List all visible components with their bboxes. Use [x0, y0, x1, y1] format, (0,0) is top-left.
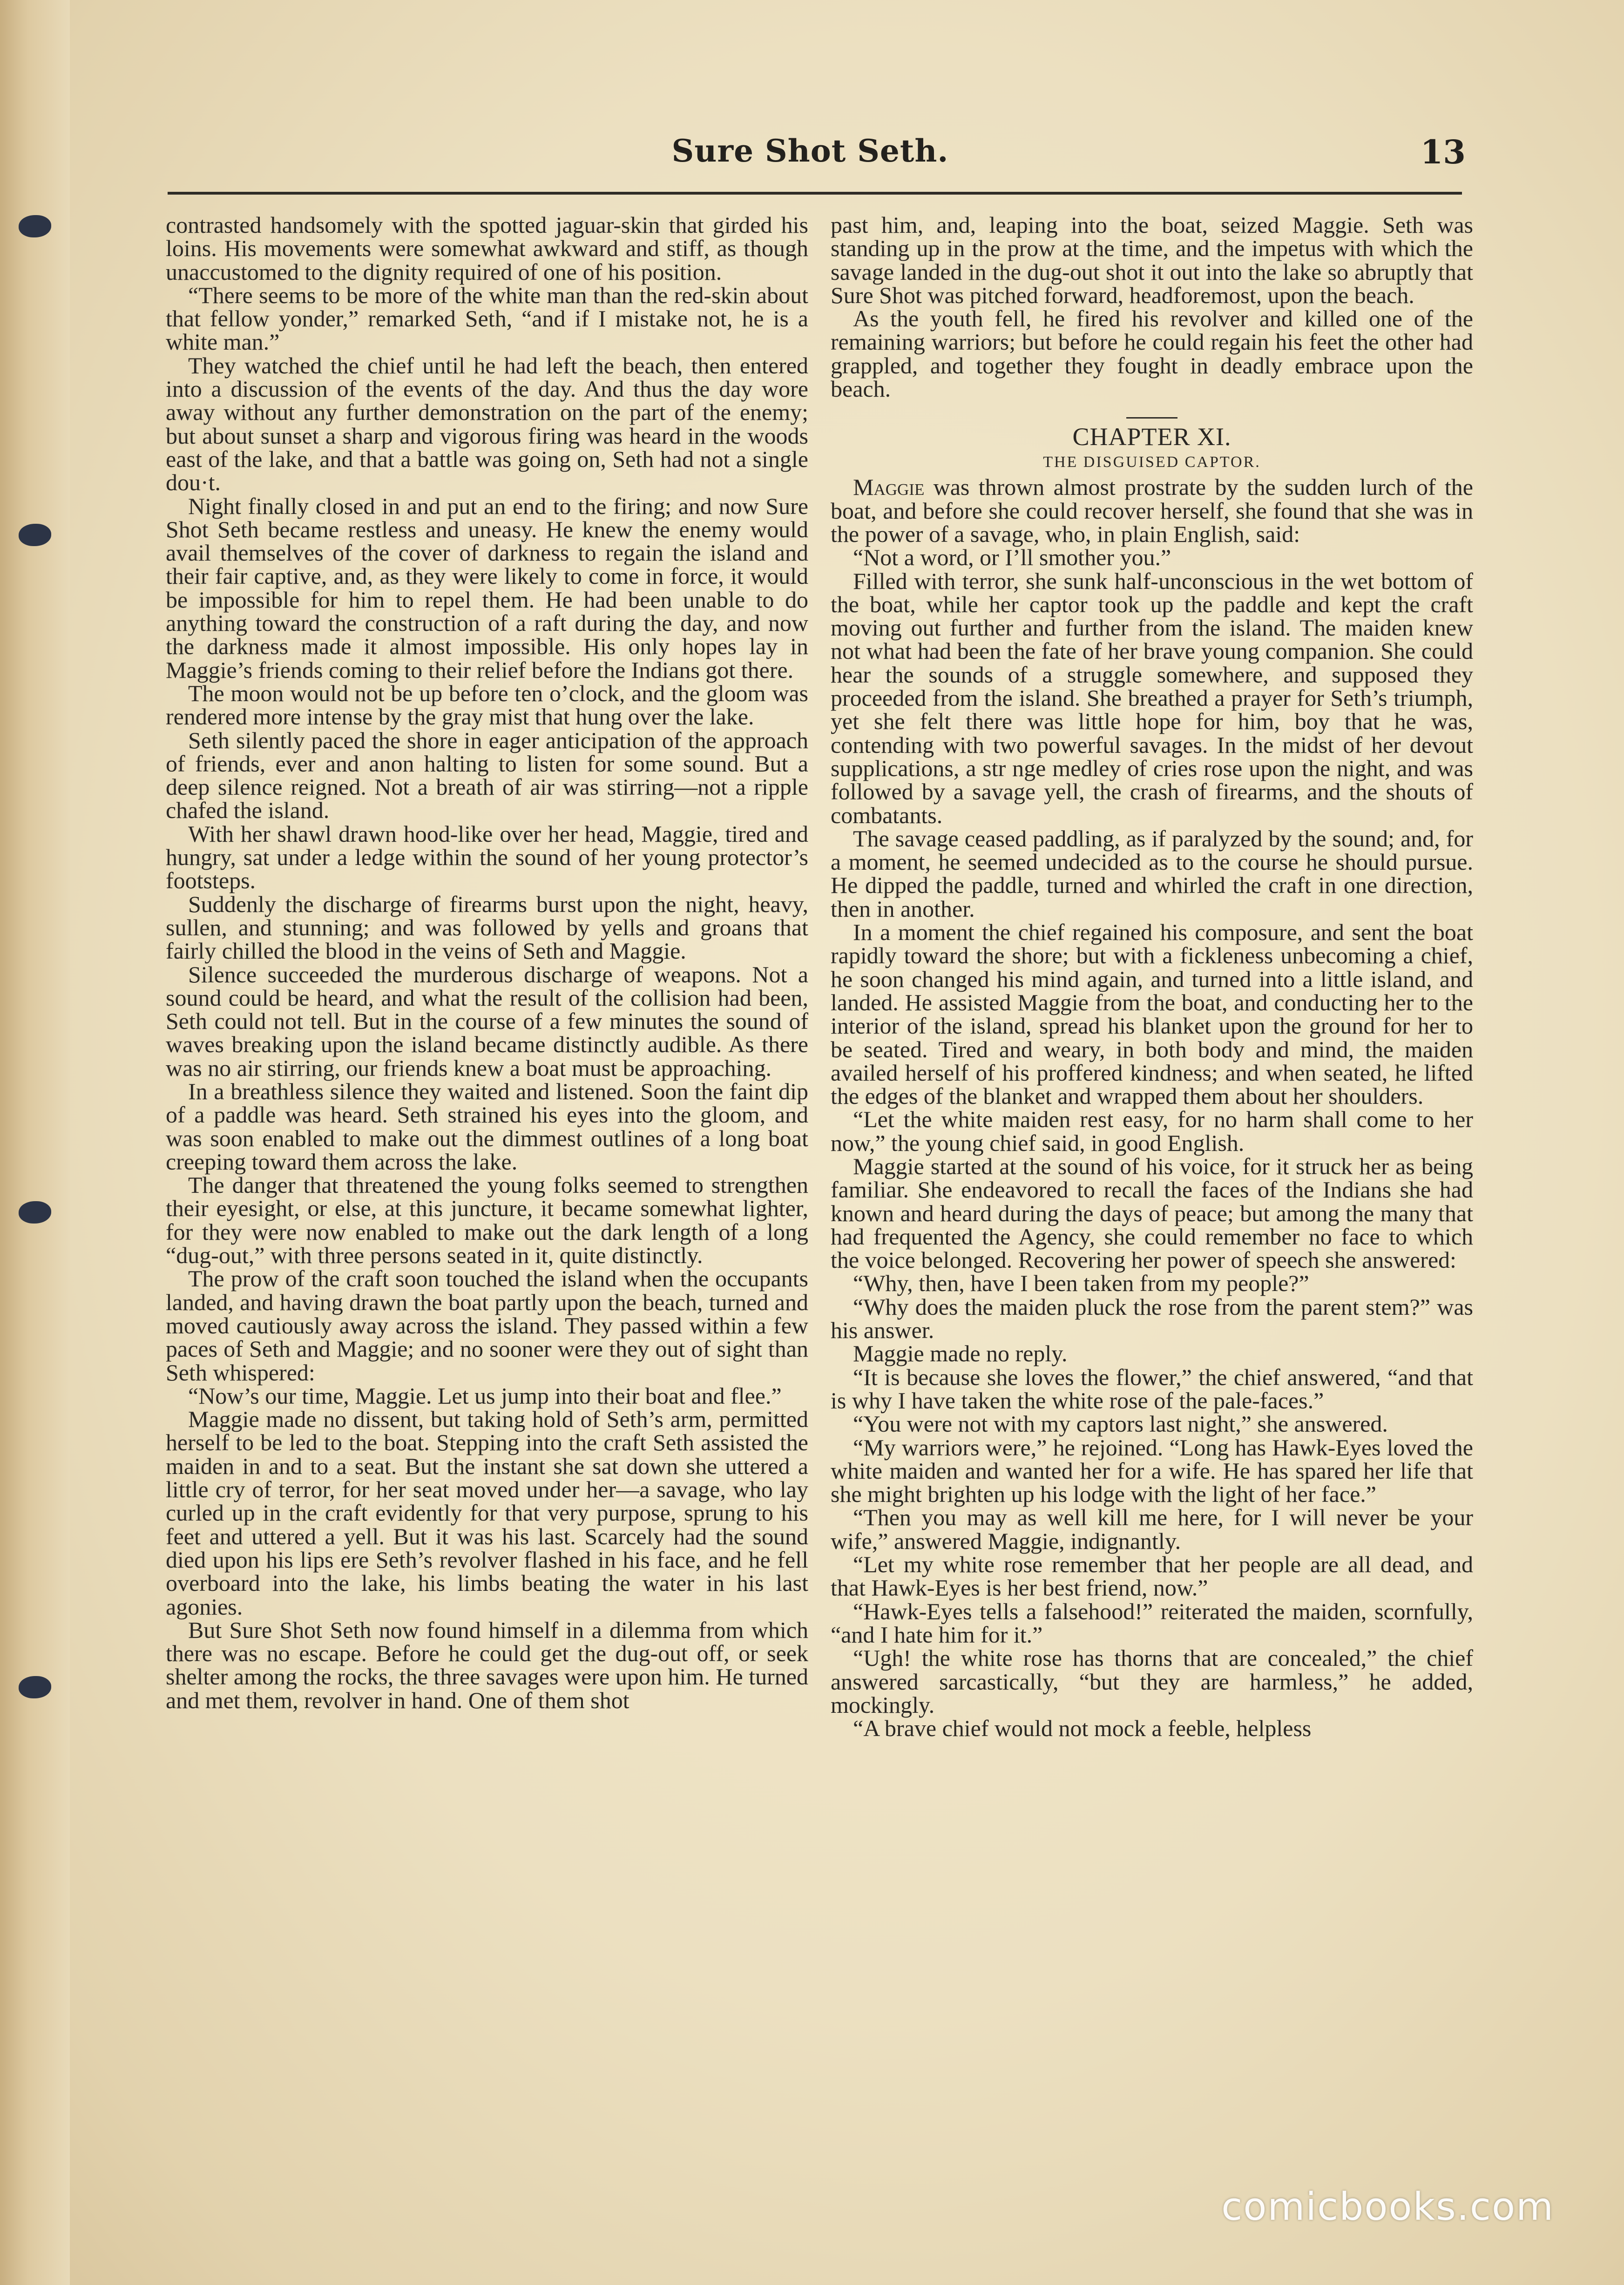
paragraph: The prow of the craft soon touched the island when the occupants landed, and having drawn the boat partly upon the beach, turned and moved cautiously away across the island. They passed within a few paces of Seth and Maggie; and no sooner were they out of sight than Seth whispered: — [166, 1265, 808, 1386]
chapter-subtitle: THE DISGUISED CAPTOR. — [1043, 453, 1261, 471]
paragraph: In a breathless silence they waited and listened. Soon the faint dip of a paddle was heard. Seth strained his eyes into the gloom, and was soon enabled to make out the dimmest outlines of a long boat creeping toward them across the lake. — [166, 1078, 808, 1175]
paragraph: “Let my white rose remember that her people are all dead, and that Hawk-Eyes is her best friend, now.” — [831, 1551, 1473, 1601]
binding-hole — [19, 1201, 51, 1224]
binding-hole — [19, 524, 51, 546]
header-rule — [168, 192, 1462, 195]
right-column — [831, 213, 1473, 2136]
paragraph: Seth silently paced the shore in eager anticipation of the approach of friends, ever and anon halting to listen for some sound. But a deep silence reigned. Not a breath of air was stirring—not a ripple chafed the island. — [166, 727, 808, 824]
paragraph: But Sure Shot Seth now found himself in a dilemma from which there was no escape. Before he could get the dug-out off, or seek shelter among the rocks, the three savages were upon him. He turned and met them, revolver in hand. One of them shot — [166, 1616, 808, 1713]
left-column — [166, 213, 808, 2136]
site-watermark: comicbooks.com — [1221, 2185, 1554, 2229]
chapter-lead-word: Maggie — [853, 474, 925, 500]
paragraph: As the youth fell, he fired his revolver and killed one of the remaining warriors; but before he could regain his feet the other had grappled, and together they fought in deadly embrace upon the beach. — [831, 305, 1473, 402]
chapter-ornament — [1126, 417, 1177, 419]
paragraph: “Then you may as well kill me here, for I will never be your wife,” answered Maggie, indignantly. — [831, 1504, 1473, 1554]
paragraph: Silence succeeded the murderous discharge of weapons. Not a sound could be heard, and what the result of the collision had been, Seth could not tell. But in the course of a few minutes the sound of waves breaking upon the island became distinctly audible. As there was no air stirring, our friends knew a boat must be approaching. — [166, 961, 808, 1081]
paragraph: “Ugh! the white rose has thorns that are concealed,” the chief answered sarcastically, “but they are harmless,” he added, mockingly. — [831, 1645, 1473, 1718]
page-number: 13 — [1420, 133, 1466, 171]
paragraph: “You were not with my captors last night,” she answered. — [853, 1411, 1388, 1437]
paragraph: “My warriors were,” he rejoined. “Long has Hawk-Eyes loved the white maiden and wanted her for a wife. He has spared her life that she might brighten up his lodge with the light of her face.” — [831, 1434, 1473, 1508]
paragraph: Maggie started at the sound of his voice, for it struck her as being familiar. She endeavored to recall the faces of the Indians she had known and heard during the days of peace; but among the many that had frequented the Agency, she could remember no face to which the voice belonged. Recovering her power of speech she answered: — [831, 1153, 1473, 1273]
chapter-lead-paragraph — [831, 475, 1473, 546]
page-spine — [0, 0, 70, 2285]
paragraph: “A brave chief would not mock a feeble, helpless — [853, 1715, 1312, 1742]
paragraph: Night finally closed in and put an end to the firing; and now Sure Shot Seth became restless and uneasy. He knew the enemy would avail themselves of the cover of darkness to regain the island and their fair captive, and, as they were likely to come in force, it would be impossible for him to repel them. He had been unable to do anything toward the construction of a raft during the day, and now the darkness made it almost impossible. His only hopes lay in Maggie’s friends coming to their relief before the Indians got there. — [166, 493, 808, 683]
binding-hole — [19, 1676, 51, 1698]
paragraph: Filled with terror, she sunk half-unconscious in the wet bottom of the boat, while her captor took up the paddle and kept the craft moving out further and further from the island. The maiden knew not what had been the fate of her brave young companion. She could hear the sounds of a struggle somewhere, and supposed they proceeded from the island. She breathed a prayer for Seth’s triumph, yet she felt there was little hope for him, boy that he was, contending with two powerful savages. In the midst of her devout supplications, a str nge medley of cries rose upon the night, and was followed by a savage yell, the crash of firearms, and the shouts of combatants. — [831, 568, 1473, 828]
paragraph: Maggie made no dissent, but taking hold of Seth’s arm, permitted herself to be led to the boat. Stepping into the craft Seth assisted the maiden in and to a seat. But the instant she sat down she uttered a little cry of terror, for her seat moved under her—a savage, who lay curled up in the craft evidently for that very purpose, sprung to his feet and uttered a yell. But it was his last. Scarcely had the sound died upon his lips ere Seth’s revolver flashed in his face, and he fell overboard into the lake, his limbs beating the water in his last agonies. — [166, 1406, 808, 1620]
paragraph: The moon would not be up before ten o’clock, and the gloom was rendered more intense by the gray mist that hung over the lake. — [166, 680, 808, 730]
paragraph: “Why, then, have I been taken from my people?” — [853, 1270, 1309, 1297]
paragraph: The danger that threatened the young folks seemed to strengthen their eyesight, or else, at this juncture, it became somewhat lighter, for they were now enabled to make out the dark length of a long “dug-out,” with three persons seated in it, quite distinctly. — [166, 1172, 808, 1269]
paragraph: contrasted handsomely with the spotted jaguar-skin that girded his loins. His movements were somewhat awkward and stiff, as though unaccustomed to the dignity required of one of his position. — [166, 213, 808, 285]
paragraph: “Hawk-Eyes tells a falsehood!” reiterated the maiden, scornfully, “and I hate him for it.” — [831, 1598, 1473, 1648]
paragraph: With her shawl drawn hood-like over her head, Maggie, tired and hungry, sat under a ledge within the sound of her young protector’s footsteps. — [166, 820, 808, 894]
paragraph: In a moment the chief regained his composure, and sent the boat rapidly toward the shore; but with a fickleness unbecoming a chief, he soon changed his mind again, and turned into a little island, and landed. He assisted Maggie from the boat, and conducting her to the interior of the island, spread his blanket upon the ground for her to be seated. Tired and weary, in both body and mind, the maiden availed herself of his proffered kindness; and when seated, he lifted the edges of the blanket and wrapped them about her shoulders. — [831, 919, 1473, 1109]
running-title: Sure Shot Seth. — [671, 133, 949, 169]
paragraph: “Not a word, or I’ll smother you.” — [853, 544, 1171, 571]
paragraph: past him, and, leaping into the boat, seized Maggie. Seth was standing up in the prow at the time, and the impetus with which the savage landed in the dug-out shot it out into the lake so abruptly that Sure Shot was pitched forward, headforemost, upon the beach. — [831, 213, 1473, 308]
page-header — [0, 133, 1624, 184]
paragraph: They watched the chief until he had left the beach, then entered into a discussion of the events of the day. And thus the day wore away without any further demonstration on the part of the enemy; but about sunset a sharp and vigorous firing was heard in the woods east of the lake, and that a battle was going on, Seth had not a single dou·t. — [166, 352, 808, 496]
binding-hole — [19, 215, 51, 237]
paragraph: Maggie made no reply. — [853, 1340, 1068, 1367]
paragraph: Suddenly the discharge of firearms burst upon the night, heavy, sullen, and stunning; and was followed by yells and groans that fairly chilled the blood in the veins of Seth and Maggie. — [166, 891, 808, 964]
paragraph: “It is because she loves the flower,” the chief answered, “and that is why I have taken the white rose of the pale-faces.” — [831, 1364, 1473, 1413]
paragraph: “Let the white maiden rest easy, for no harm shall come to her now,” the young chief said, in good English. — [831, 1106, 1473, 1156]
paragraph: “Now’s our time, Maggie. Let us jump into their boat and flee.” — [188, 1382, 782, 1409]
chapter-lead-text: was thrown almost prostrate by the sudden lurch of the boat, and before she could recover herself, she found that she was in the power of a savage, who, in plain English, said: — [831, 474, 1473, 547]
paragraph: The savage ceased paddling, as if paralyzed by the sound; and, for a moment, he seemed undecided as to the course he should pursue. He dipped the paddle, turned and whirled the craft in one direction, then in another. — [831, 825, 1473, 922]
paragraph: “Why does the maiden pluck the rose from the parent stem?” was his answer. — [831, 1293, 1473, 1344]
chapter-title: CHAPTER XI. — [1072, 423, 1232, 451]
paragraph: “There seems to be more of the white man than the red-skin about that fellow yonder,” remarked Seth, “and if I mistake not, he is a white man.” — [166, 282, 808, 355]
